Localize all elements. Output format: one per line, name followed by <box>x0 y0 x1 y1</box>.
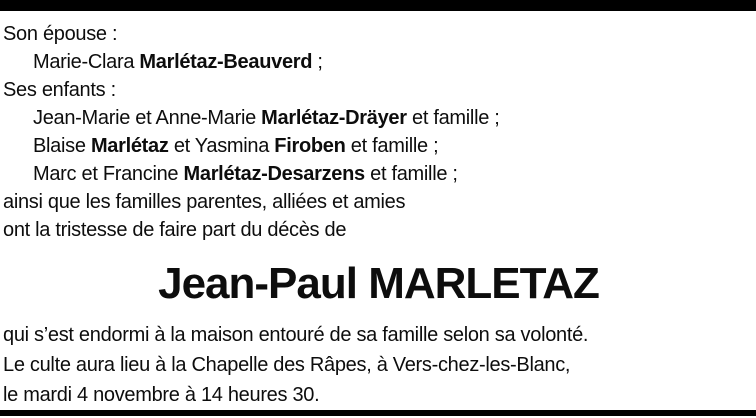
text-segment: Ses enfants : <box>3 79 116 101</box>
announcement-line <box>3 216 754 244</box>
family-member-line <box>3 104 754 132</box>
families-line <box>3 188 754 216</box>
text-segment: et famille ; <box>345 135 439 157</box>
text-segment: et Yasmina <box>168 135 275 157</box>
text-segment: Marie-Clara <box>33 51 140 73</box>
family-member-line <box>3 160 754 188</box>
text-segment: ainsi que les familles parentes, alliées et amies <box>3 191 406 213</box>
family-surname: Marlétaz-Desarzens <box>183 163 365 185</box>
family-surname: Marlétaz <box>90 135 169 157</box>
deceased-name: Jean-Paul MARLETAZ <box>158 259 599 308</box>
death-circumstance-line: qui s’est endormi à la maison entouré de sa famille selon sa volonté. <box>3 324 589 346</box>
family-member-line <box>3 48 754 76</box>
relation-heading-spouse <box>3 20 754 48</box>
text-segment: Marc et Francine <box>33 163 184 185</box>
family-surname: Marlétaz-Dräyer <box>261 107 407 129</box>
bottom-border-rule <box>0 410 756 416</box>
notice-content <box>0 11 756 410</box>
text-segment: Jean-Marie et Anne-Marie <box>33 107 262 129</box>
relation-heading-children <box>3 76 754 104</box>
text-segment: et famille ; <box>364 163 458 185</box>
text-segment: ; <box>312 51 323 73</box>
family-member-line <box>3 132 754 160</box>
text-segment: Son épouse : <box>3 23 118 45</box>
closing-block <box>3 320 754 410</box>
family-surname: Firoben <box>274 135 346 157</box>
family-lines-block <box>3 20 754 244</box>
text-segment: Blaise <box>33 135 91 157</box>
text-segment: ont la tristesse de faire part du décès de <box>3 219 347 241</box>
top-border-rule <box>0 0 756 11</box>
family-surname: Marlétaz-Beauverd <box>139 51 313 73</box>
text-segment: et famille ; <box>406 107 500 129</box>
service-datetime-line: le mardi 4 novembre à 14 heures 30. <box>3 384 320 406</box>
service-location-line: Le culte aura lieu à la Chapelle des Râpes, à Vers-chez-les-Blanc, <box>3 354 571 376</box>
